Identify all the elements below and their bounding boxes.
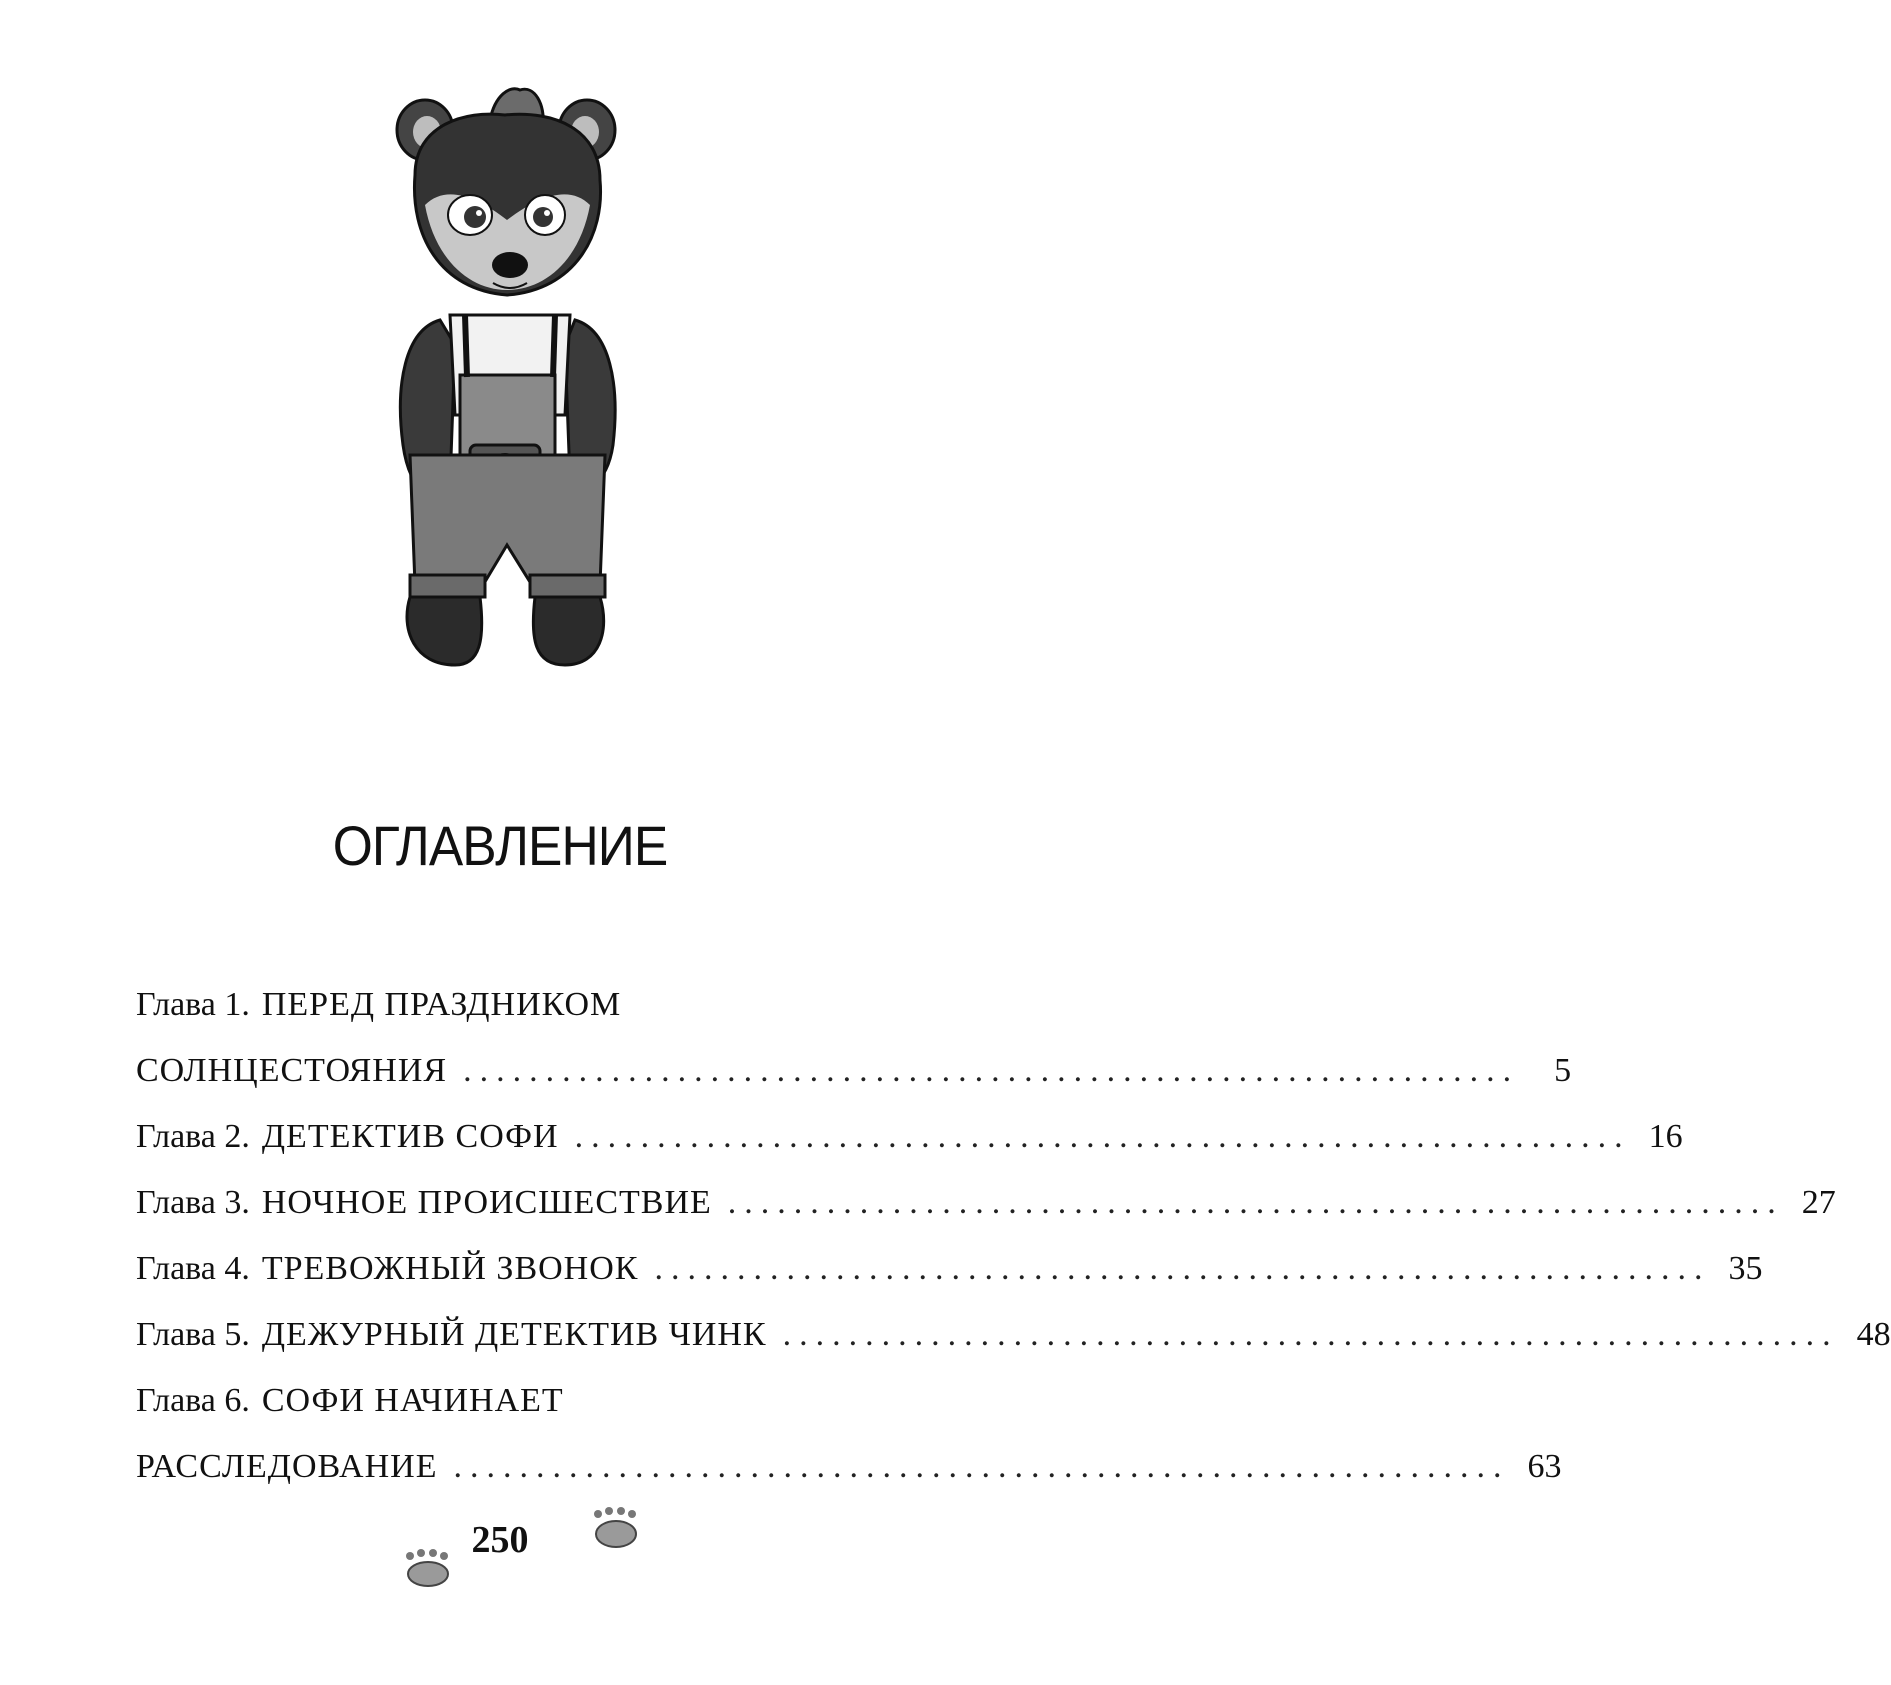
page-title: ОГЛАВЛЕНИЕ bbox=[332, 814, 668, 877]
chapter-label: Глава 3. bbox=[136, 1184, 250, 1221]
chapter-label: Глава 4. bbox=[136, 1250, 250, 1287]
toc-entry bbox=[136, 1236, 1763, 1302]
chapter-label: Глава 1. bbox=[136, 986, 250, 1023]
chapter-label: Глава 5. bbox=[136, 1316, 250, 1353]
toc-entry bbox=[136, 1104, 1683, 1170]
page-footer bbox=[0, 1508, 1000, 1598]
chapter-page-number: 5 bbox=[1554, 1052, 1572, 1089]
paw-print-icon bbox=[588, 1508, 643, 1550]
chapter-label: Глава 6. bbox=[136, 1382, 250, 1419]
chapter-title-line1: СОФИ НАЧИНАЕТ bbox=[261, 1382, 564, 1419]
toc-entry bbox=[136, 1170, 1836, 1236]
toc-entry bbox=[136, 972, 1572, 1104]
leader-dots: ................................................................ bbox=[463, 1052, 1520, 1089]
leader-dots: ................................................................ bbox=[574, 1118, 1631, 1155]
chapter-title-line1: ПЕРЕД ПРАЗДНИКОМ bbox=[261, 986, 622, 1023]
chapter-title-line2: РАССЛЕДОВАНИЕ bbox=[136, 1448, 438, 1485]
chapter-title-line2: СОЛНЦЕСТОЯНИЯ bbox=[136, 1052, 448, 1089]
chapter-page-number: 16 bbox=[1648, 1118, 1683, 1155]
chapter-page-number: 27 bbox=[1801, 1184, 1836, 1221]
leader-dots: ................................................................ bbox=[782, 1316, 1839, 1353]
leader-dots: ................................................................ bbox=[654, 1250, 1711, 1287]
leader-dots: ................................................................ bbox=[727, 1184, 1784, 1221]
leader-dots: ................................................................ bbox=[453, 1448, 1510, 1485]
chapter-page-number: 35 bbox=[1728, 1250, 1763, 1287]
chapter-page-number: 63 bbox=[1527, 1448, 1562, 1485]
chapter-title: НОЧНОЕ ПРОИСШЕСТВИЕ bbox=[261, 1184, 712, 1221]
chapter-page-number: 48 bbox=[1856, 1316, 1891, 1353]
raccoon-illustration bbox=[395, 85, 640, 710]
table-of-contents bbox=[136, 972, 1891, 1500]
chapter-title: ТРЕВОЖНЫЙ ЗВОНОК bbox=[261, 1250, 639, 1287]
toc-entry bbox=[136, 1302, 1891, 1368]
chapter-label: Глава 2. bbox=[136, 1118, 250, 1155]
toc-entry bbox=[136, 1368, 1562, 1500]
chapter-title: ДЕЖУРНЫЙ ДЕТЕКТИВ ЧИНК bbox=[261, 1316, 767, 1353]
chapter-title: ДЕТЕКТИВ СОФИ bbox=[261, 1118, 559, 1155]
page-number: 250 bbox=[471, 1519, 529, 1561]
